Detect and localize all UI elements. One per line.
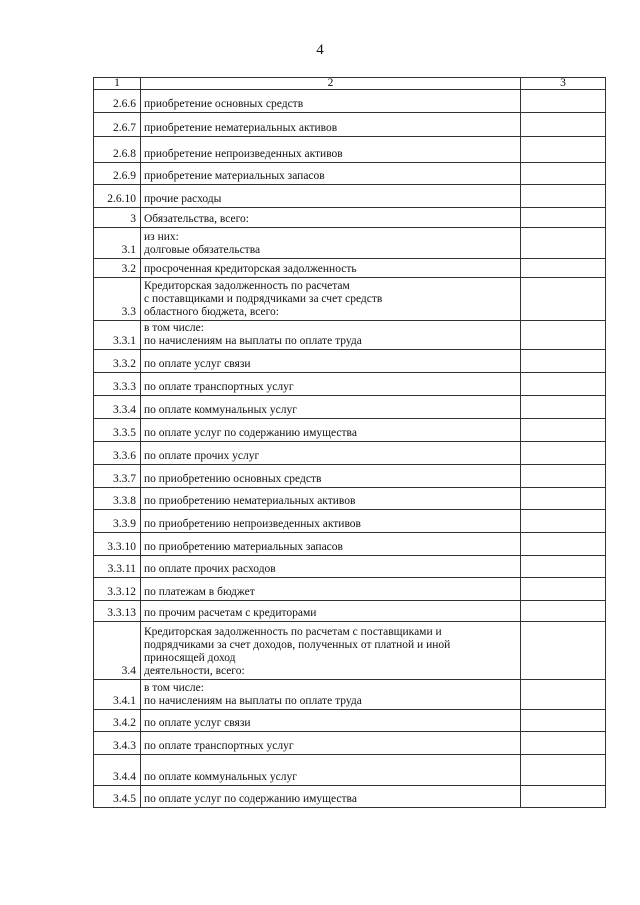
row-value	[521, 601, 606, 622]
row-value	[521, 622, 606, 680]
row-number: 3	[94, 208, 141, 228]
row-value	[521, 510, 606, 533]
row-number: 3.4.5	[94, 786, 141, 808]
row-value	[521, 208, 606, 228]
header-col-1: 1	[94, 78, 141, 90]
row-description: по оплате прочих расходов	[141, 556, 521, 578]
table-header-row	[94, 78, 606, 90]
row-number: 3.3	[94, 278, 141, 321]
row-value	[521, 755, 606, 786]
row-number: 3.3.7	[94, 465, 141, 488]
row-number: 3.3.11	[94, 556, 141, 578]
row-value	[521, 350, 606, 373]
row-value	[521, 278, 606, 321]
row-description: по оплате услуг связи	[141, 350, 521, 373]
row-description: по оплате транспортных услуг	[141, 732, 521, 755]
row-description: приобретение непроизведенных активов	[141, 137, 521, 163]
row-value	[521, 710, 606, 732]
row-value	[521, 578, 606, 601]
row-number: 3.4.3	[94, 732, 141, 755]
row-value	[521, 185, 606, 208]
row-value	[521, 373, 606, 396]
table-row	[94, 228, 606, 259]
row-description: по приобретению непроизведенных активов	[141, 510, 521, 533]
page-number: 4	[316, 42, 324, 58]
header-col-3: 3	[521, 78, 606, 90]
row-number: 2.6.9	[94, 163, 141, 185]
row-number: 2.6.7	[94, 113, 141, 137]
row-value	[521, 465, 606, 488]
row-value	[521, 259, 606, 278]
table-row	[94, 442, 606, 465]
obligations-table	[93, 77, 606, 808]
row-description: по оплате коммунальных услуг	[141, 396, 521, 419]
row-value	[521, 228, 606, 259]
table-row	[94, 533, 606, 556]
table-row	[94, 321, 606, 350]
table-row	[94, 578, 606, 601]
row-description: из них: долговые обязательства	[141, 228, 521, 259]
row-description: по приобретению материальных запасов	[141, 533, 521, 556]
table-row	[94, 137, 606, 163]
row-number: 3.2	[94, 259, 141, 278]
table-row	[94, 465, 606, 488]
table-row	[94, 755, 606, 786]
table-row	[94, 556, 606, 578]
row-number: 3.3.6	[94, 442, 141, 465]
table-row	[94, 185, 606, 208]
table-row	[94, 259, 606, 278]
table-row	[94, 710, 606, 732]
row-description: по платежам в бюджет	[141, 578, 521, 601]
table-row	[94, 622, 606, 680]
row-description: приобретение материальных запасов	[141, 163, 521, 185]
row-number: 3.1	[94, 228, 141, 259]
row-description: по оплате коммунальных услуг	[141, 755, 521, 786]
row-value	[521, 680, 606, 710]
row-value	[521, 321, 606, 350]
row-description: по приобретению нематериальных активов	[141, 488, 521, 510]
row-number: 3.4.2	[94, 710, 141, 732]
row-description: по оплате услуг по содержанию имущества	[141, 419, 521, 442]
table-row	[94, 278, 606, 321]
table-row	[94, 680, 606, 710]
row-description: по оплате услуг по содержанию имущества	[141, 786, 521, 808]
row-value	[521, 488, 606, 510]
row-description: Кредиторская задолженность по расчетам с поставщиками и подрядчиками за счет средств областного бюджета, всего:	[141, 278, 521, 321]
row-number: 3.4.4	[94, 755, 141, 786]
row-description: по прочим расчетам с кредиторами	[141, 601, 521, 622]
row-description: по приобретению основных средств	[141, 465, 521, 488]
row-value	[521, 163, 606, 185]
row-description: Кредиторская задолженность по расчетам с поставщиками и подрядчиками за счет доходов, полученных от платной и иной приносящей доход деятельности, всего:	[141, 622, 521, 680]
row-description: по оплате прочих услуг	[141, 442, 521, 465]
table-row	[94, 113, 606, 137]
table-row	[94, 396, 606, 419]
table-row	[94, 90, 606, 113]
row-number: 3.3.12	[94, 578, 141, 601]
row-description: приобретение нематериальных активов	[141, 113, 521, 137]
row-value	[521, 533, 606, 556]
row-description: в том числе: по начислениям на выплаты по оплате труда	[141, 321, 521, 350]
row-number: 3.3.2	[94, 350, 141, 373]
table-row	[94, 732, 606, 755]
row-number: 3.3.4	[94, 396, 141, 419]
row-number: 2.6.8	[94, 137, 141, 163]
row-description: просроченная кредиторская задолженность	[141, 259, 521, 278]
row-number: 2.6.6	[94, 90, 141, 113]
table-row	[94, 373, 606, 396]
row-description: прочие расходы	[141, 185, 521, 208]
table-row	[94, 163, 606, 185]
table-row	[94, 419, 606, 442]
row-number: 3.4.1	[94, 680, 141, 710]
row-number: 3.3.13	[94, 601, 141, 622]
table-row	[94, 601, 606, 622]
row-value	[521, 396, 606, 419]
row-number: 3.3.9	[94, 510, 141, 533]
row-number: 3.3.5	[94, 419, 141, 442]
row-number: 3.4	[94, 622, 141, 680]
row-description: в том числе: по начислениям на выплаты по оплате труда	[141, 680, 521, 710]
row-value	[521, 556, 606, 578]
table-row	[94, 488, 606, 510]
row-description: по оплате транспортных услуг	[141, 373, 521, 396]
row-number: 2.6.10	[94, 185, 141, 208]
row-number: 3.3.1	[94, 321, 141, 350]
header-col-2: 2	[141, 78, 521, 90]
row-value	[521, 786, 606, 808]
row-description: Обязательства, всего:	[141, 208, 521, 228]
table-row	[94, 350, 606, 373]
row-description: приобретение основных средств	[141, 90, 521, 113]
row-number: 3.3.8	[94, 488, 141, 510]
row-value	[521, 732, 606, 755]
row-description: по оплате услуг связи	[141, 710, 521, 732]
table-row	[94, 208, 606, 228]
row-value	[521, 442, 606, 465]
row-number: 3.3.3	[94, 373, 141, 396]
row-value	[521, 419, 606, 442]
row-number: 3.3.10	[94, 533, 141, 556]
table-row	[94, 786, 606, 808]
row-value	[521, 137, 606, 163]
table-row	[94, 510, 606, 533]
row-value	[521, 113, 606, 137]
row-value	[521, 90, 606, 113]
